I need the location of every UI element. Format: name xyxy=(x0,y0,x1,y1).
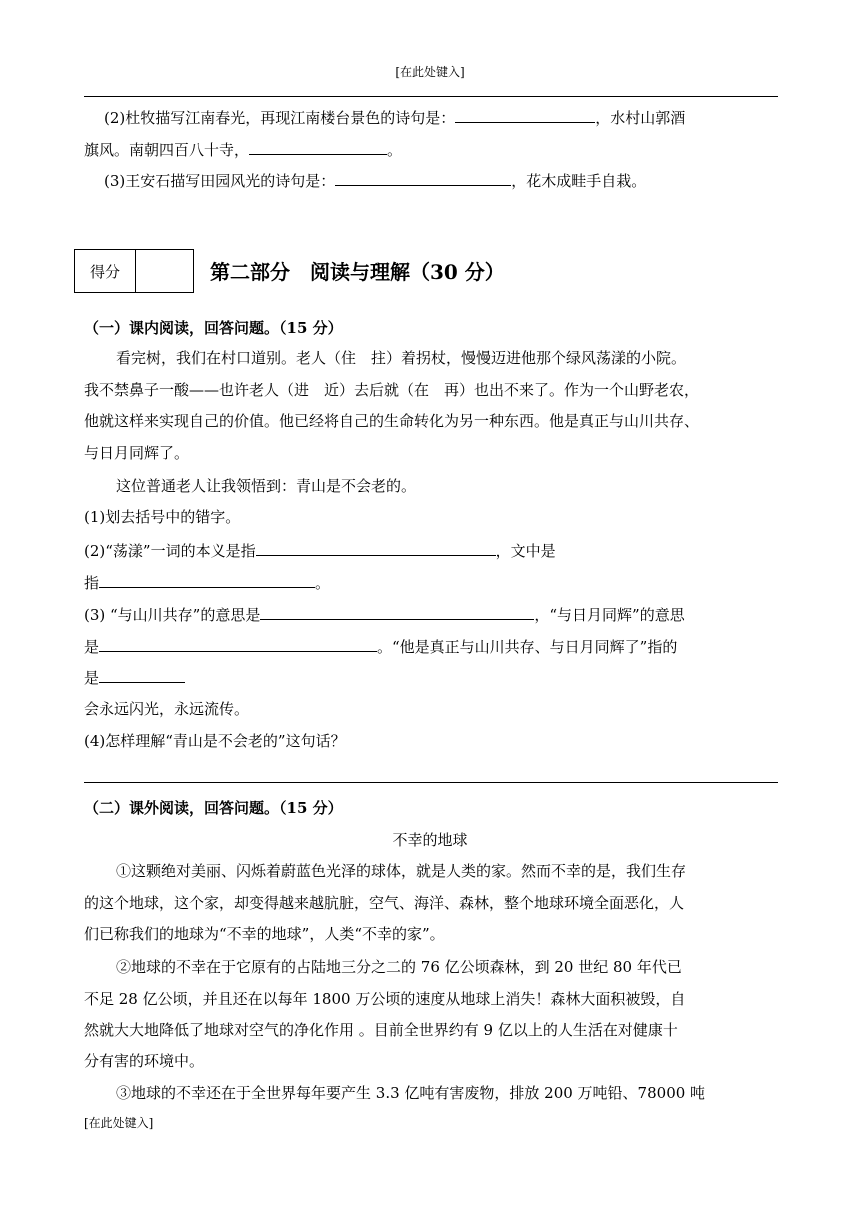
poem-q3-blank[interactable] xyxy=(335,169,511,186)
section1-heading: （一）课内阅读，回答问题。（15 分） xyxy=(84,319,343,337)
section2-line-1: ①这颗绝对美丽、闪烁着蔚蓝色光泽的球体，就是人类的家。然而不幸的是，我们生存 xyxy=(116,862,687,880)
part2-title: 第二部分 阅读与理解（30 分） xyxy=(210,260,505,284)
section1-q2-text-c: 指 xyxy=(84,574,100,592)
section1-q2-text-d: 。 xyxy=(315,574,331,592)
section1-q2-blank-1[interactable] xyxy=(256,539,496,556)
page-header: [在此处键入] xyxy=(395,65,465,79)
section1-q3-text-e: 是 xyxy=(84,669,100,687)
section1-q3-line3 xyxy=(84,666,185,688)
section2-line-6: 然就大大地降低了地球对空气的净化作用 。目前全世界约有 9 亿以上的人生活在对健康十 xyxy=(84,1021,678,1039)
section2-line-2: 的这个地球，这个家，却变得越来越肮脏，空气、海洋、森林，整个地球环境全面恶化，人 xyxy=(84,894,685,912)
section1-para-4: 与日月同辉了。 xyxy=(84,444,190,462)
section1-para-1: 看完树，我们在村口道别。老人（住 拄）着拐杖，慢慢迈进他那个绿风荡漾的小院。 xyxy=(116,349,687,367)
section1-q3-text-c: 是 xyxy=(84,638,100,656)
score-box xyxy=(74,249,194,293)
poem-q2-blank-1[interactable] xyxy=(455,106,595,123)
poem-q3-text-b: ，花木成畦手自栽。 xyxy=(511,172,647,190)
section1-q3-text-d: 。“他是真正与山川共存、与日月同辉了”指的 xyxy=(377,638,678,656)
section1-q4: (4)怎样理解“青山是不会老的”这句话？ xyxy=(84,732,346,750)
section1-q2-blank-2[interactable] xyxy=(99,571,315,588)
poem-q2-text-a: (2)杜牧描写江南春光，再现江南楼台景色的诗句是： xyxy=(104,109,456,127)
section1-para-5: 这位普通老人让我领悟到：青山是不会老的。 xyxy=(116,477,417,495)
section1-para-2: 我不禁鼻子一酸——也许老人（进 近）去后就（在 再）也出不来了。作为一个山野老农， xyxy=(84,381,700,399)
section2-line-4: ②地球的不幸在于它原有的占陆地三分之二的 76 亿公顷森林，到 20 世纪 80 年代已 xyxy=(116,958,682,976)
section1-q3-blank-2[interactable] xyxy=(99,635,377,652)
section1-q3-line2 xyxy=(84,635,677,657)
poem-q2-text-b: ，水村山郭酒 xyxy=(595,109,686,127)
section1-q3-blank-3[interactable] xyxy=(99,666,185,683)
header-divider xyxy=(84,96,778,97)
poem-q3-text-a: (3)王安石描写田园风光的诗句是： xyxy=(104,172,336,190)
section1-q2-line2 xyxy=(84,571,330,593)
poem-q2-text-c: 旗风。南朝四百八十寺， xyxy=(84,141,250,159)
section2-heading: （二）课外阅读，回答问题。（15 分） xyxy=(84,799,343,817)
section1-q1: (1)划去括号中的错字。 xyxy=(84,508,241,526)
poem-q3-line xyxy=(104,169,646,191)
section1-q3-line4: 会永远闪光，永远流传。 xyxy=(84,700,250,718)
section1-q2-text-a: (2)“荡漾”一词的本义是指 xyxy=(84,542,256,560)
poem-q2-line1 xyxy=(104,106,685,128)
section2-line-7: 分有害的环境中。 xyxy=(84,1052,205,1070)
section1-para-3: 他就这样来实现自己的价值。他已经将自己的生命转化为另一种东西。他是真正与山川共存、 xyxy=(84,412,700,430)
section1-q2-line1 xyxy=(84,539,556,561)
section1-q3-blank-1[interactable] xyxy=(260,603,534,620)
section-divider xyxy=(84,782,778,783)
page-footer: [在此处键入] xyxy=(84,1116,154,1130)
section1-q3-line1 xyxy=(84,603,685,625)
score-cell[interactable] xyxy=(136,250,193,292)
section2-line-5: 不足 28 亿公顷，并且还在以每年 1800 万公顷的速度从地球上消失！森林大面积被毁，自 xyxy=(84,990,686,1008)
poem-q2-blank-2[interactable] xyxy=(249,138,387,155)
poem-q2-text-d: 。 xyxy=(387,141,403,159)
section1-q3-text-a: (3) “与山川共存”的意思是 xyxy=(84,606,261,624)
section1-q2-text-b: ，文中是 xyxy=(495,542,556,560)
score-label: 得分 xyxy=(75,250,136,292)
section1-q3-text-b: ，“与日月同辉”的意思 xyxy=(534,606,685,624)
section2-line-3: 们已称我们的地球为“不幸的地球”，人类“不幸的家”。 xyxy=(84,925,445,943)
poem-q2-line2 xyxy=(84,138,402,160)
section2-title: 不幸的地球 xyxy=(392,831,468,849)
section2-line-8: ③地球的不幸还在于全世界每年要产生 3.3 亿吨有害废物，排放 200 万吨铅、78000 吨 xyxy=(116,1084,706,1102)
